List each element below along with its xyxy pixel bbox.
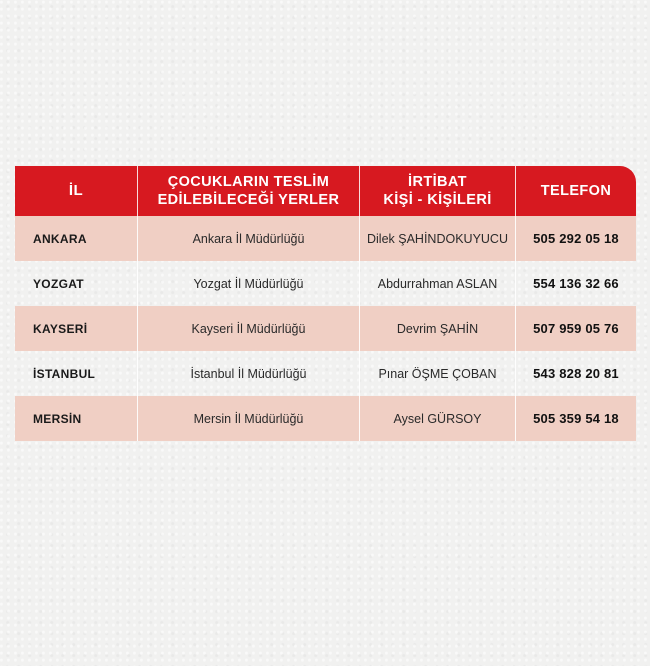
header-location-line1: ÇOCUKLARIN TESLİM <box>167 174 330 190</box>
row-phone: 505 359 54 18 <box>533 411 619 426</box>
row-contact: Dilek ŞAHİNDOKUYUCU <box>360 216 516 261</box>
row-phone: 554 136 32 66 <box>533 276 619 291</box>
row-city: ANKARA <box>15 216 138 261</box>
row-contact: Abdurrahman ASLAN <box>360 261 516 306</box>
row-contact: Devrim ŞAHİN <box>360 306 516 351</box>
header-city: İL <box>15 166 138 216</box>
table-row <box>15 351 636 396</box>
table-row <box>15 306 636 351</box>
row-city: MERSİN <box>15 396 138 441</box>
table-row <box>15 216 636 261</box>
table-header <box>15 166 636 216</box>
row-phone: 505 292 05 18 <box>533 231 619 246</box>
row-phone: 507 959 05 76 <box>533 321 619 336</box>
table-row <box>15 261 636 306</box>
header-location <box>138 166 360 216</box>
row-city: KAYSERİ <box>15 306 138 351</box>
header-phone: TELEFON <box>540 183 612 199</box>
row-city: YOZGAT <box>15 261 138 306</box>
header-contact <box>360 166 516 216</box>
row-location: İstanbul İl Müdürlüğü <box>138 351 360 396</box>
table-row <box>15 396 636 441</box>
row-location: Mersin İl Müdürlüğü <box>138 396 360 441</box>
header-contact-line2: KİŞİ - KİŞİLERİ <box>383 192 492 208</box>
row-location: Yozgat İl Müdürlüğü <box>138 261 360 306</box>
contact-table <box>15 166 636 441</box>
row-location: Ankara İl Müdürlüğü <box>138 216 360 261</box>
header-location-line2: EDİLEBİLECEĞİ YERLER <box>157 192 340 208</box>
header-contact-line1: İRTİBAT <box>408 174 467 190</box>
row-contact: Pınar ÖŞME ÇOBAN <box>360 351 516 396</box>
row-phone: 543 828 20 81 <box>533 366 619 381</box>
row-city: İSTANBUL <box>15 351 138 396</box>
row-contact: Aysel GÜRSOY <box>360 396 516 441</box>
row-location: Kayseri İl Müdürlüğü <box>138 306 360 351</box>
